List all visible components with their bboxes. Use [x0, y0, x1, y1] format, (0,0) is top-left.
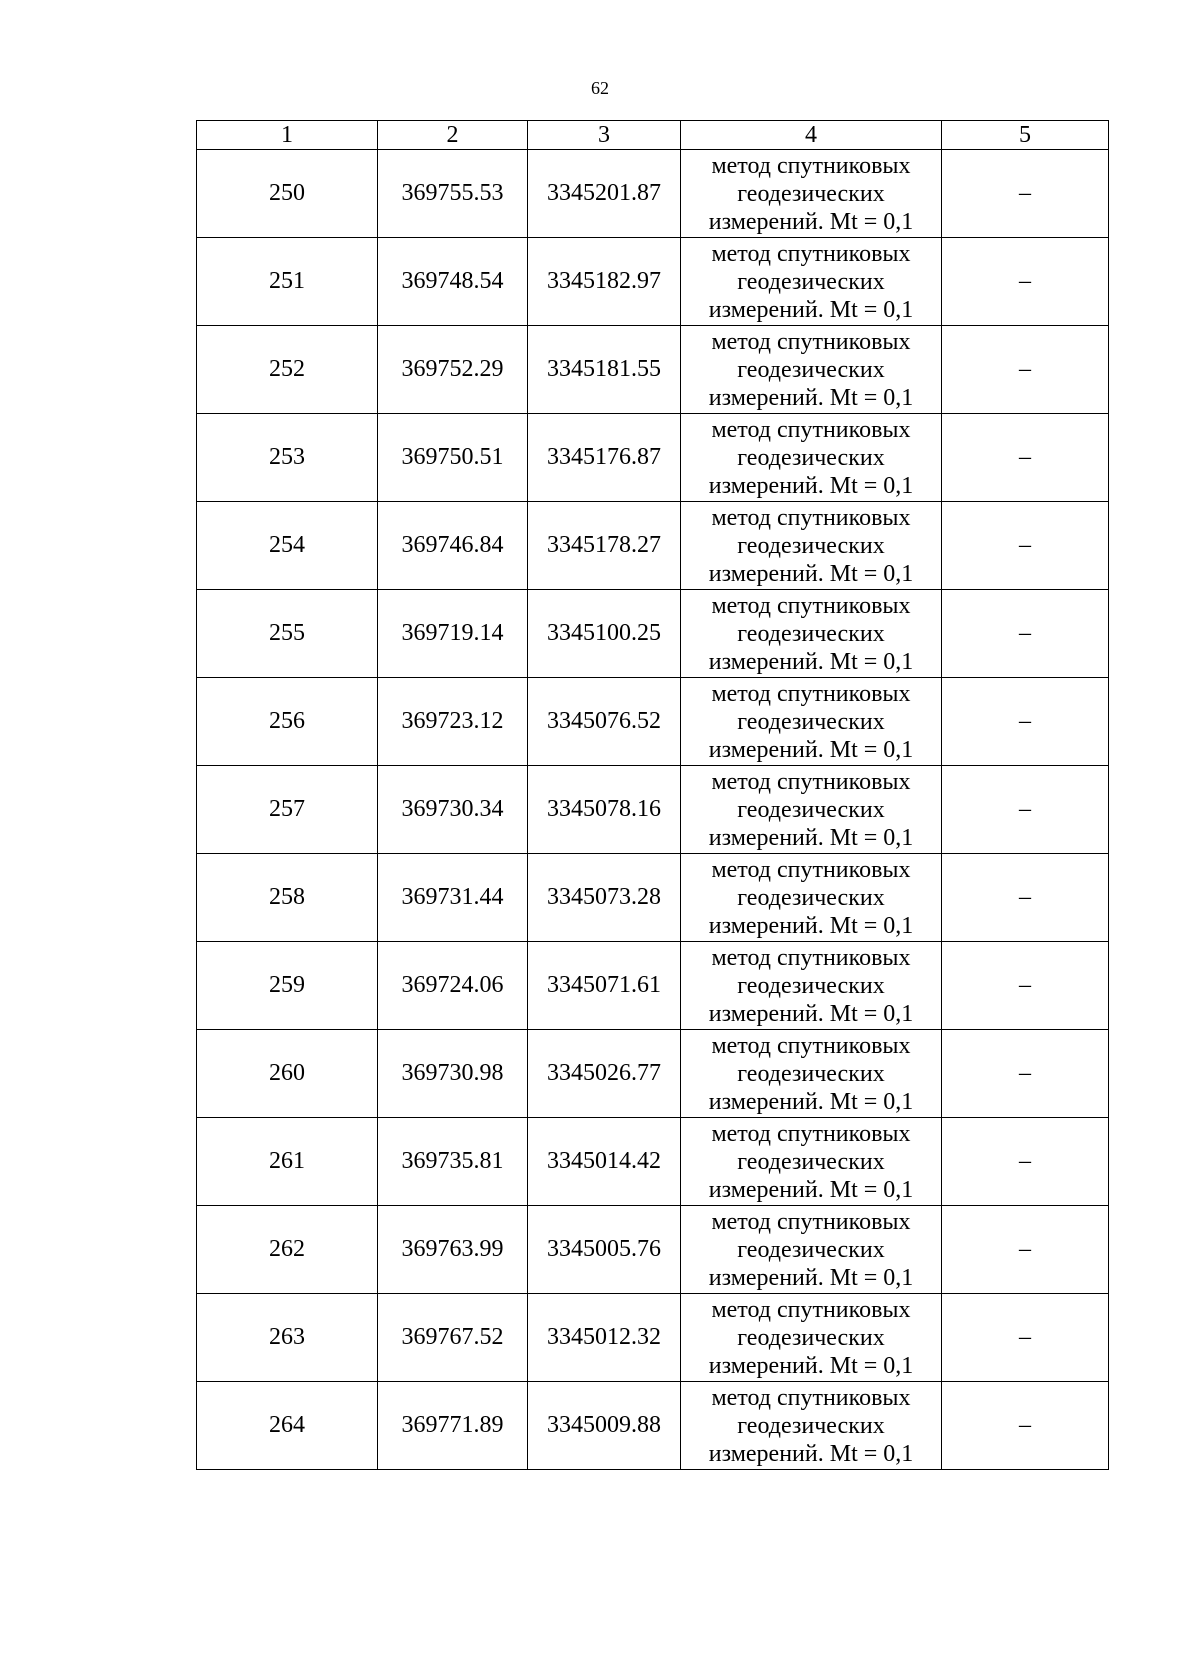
x-coordinate-cell: 369763.99: [378, 1206, 528, 1294]
table-row: [197, 1118, 1109, 1206]
column-5-cell: –: [942, 150, 1109, 238]
method-line: метод спутниковых: [711, 240, 911, 267]
point-number-cell: 257: [197, 766, 378, 854]
x-coordinate-cell: 369750.51: [378, 414, 528, 502]
column-5-cell: –: [942, 1382, 1109, 1470]
point-number-cell: 264: [197, 1382, 378, 1470]
point-number-cell: 251: [197, 238, 378, 326]
y-coordinate-cell: 3345014.42: [528, 1118, 681, 1206]
x-coordinate-cell: 369767.52: [378, 1294, 528, 1382]
point-number-cell: 263: [197, 1294, 378, 1382]
method-cell: [681, 1294, 942, 1382]
column-5-cell: –: [942, 1206, 1109, 1294]
method-line: метод спутниковых: [711, 1032, 911, 1059]
table-row: [197, 590, 1109, 678]
table-row: [197, 502, 1109, 590]
method-line: геодезических: [737, 1236, 885, 1263]
x-coordinate-cell: 369724.06: [378, 942, 528, 1030]
method-line: измерений. Mt = 0,1: [708, 472, 914, 499]
method-cell: [681, 1206, 942, 1294]
column-5-cell: –: [942, 238, 1109, 326]
method-cell: [681, 942, 942, 1030]
method-cell: [681, 678, 942, 766]
method-line: геодезических: [737, 532, 885, 559]
point-number-cell: 253: [197, 414, 378, 502]
method-line: измерений. Mt = 0,1: [708, 1176, 914, 1203]
table-row: [197, 1206, 1109, 1294]
method-line: геодезических: [737, 1412, 885, 1439]
point-number-cell: 262: [197, 1206, 378, 1294]
point-number-cell: 252: [197, 326, 378, 414]
method-line: геодезических: [737, 1324, 885, 1351]
table-row: [197, 1382, 1109, 1470]
header-cell-3: 3: [528, 121, 681, 150]
table-row: [197, 766, 1109, 854]
method-line: геодезических: [737, 268, 885, 295]
method-line: метод спутниковых: [711, 944, 911, 971]
method-cell: [681, 1030, 942, 1118]
y-coordinate-cell: 3345076.52: [528, 678, 681, 766]
method-line: измерений. Mt = 0,1: [708, 1088, 914, 1115]
method-line: измерений. Mt = 0,1: [708, 384, 914, 411]
method-line: метод спутниковых: [711, 1208, 911, 1235]
method-cell: [681, 590, 942, 678]
method-cell: [681, 150, 942, 238]
header-cell-2: 2: [378, 121, 528, 150]
method-line: измерений. Mt = 0,1: [708, 208, 914, 235]
y-coordinate-cell: 3345182.97: [528, 238, 681, 326]
y-coordinate-cell: 3345201.87: [528, 150, 681, 238]
method-line: метод спутниковых: [711, 592, 911, 619]
method-line: геодезических: [737, 708, 885, 735]
y-coordinate-cell: 3345012.32: [528, 1294, 681, 1382]
column-5-cell: –: [942, 1030, 1109, 1118]
y-coordinate-cell: 3345009.88: [528, 1382, 681, 1470]
y-coordinate-cell: 3345176.87: [528, 414, 681, 502]
method-line: геодезических: [737, 972, 885, 999]
method-line: геодезических: [737, 884, 885, 911]
method-line: метод спутниковых: [711, 856, 911, 883]
table-row: [197, 854, 1109, 942]
point-number-cell: 259: [197, 942, 378, 1030]
method-cell: [681, 326, 942, 414]
table-row: [197, 326, 1109, 414]
method-line: измерений. Mt = 0,1: [708, 736, 914, 763]
header-cell-4: 4: [681, 121, 942, 150]
method-line: метод спутниковых: [711, 680, 911, 707]
method-line: измерений. Mt = 0,1: [708, 560, 914, 587]
y-coordinate-cell: 3345181.55: [528, 326, 681, 414]
point-number-cell: 250: [197, 150, 378, 238]
method-line: измерений. Mt = 0,1: [708, 912, 914, 939]
table-row: [197, 238, 1109, 326]
table-row: [197, 1294, 1109, 1382]
method-line: геодезических: [737, 356, 885, 383]
x-coordinate-cell: 369730.98: [378, 1030, 528, 1118]
method-cell: [681, 1382, 942, 1470]
method-cell: [681, 1118, 942, 1206]
method-line: метод спутниковых: [711, 1384, 911, 1411]
method-line: измерений. Mt = 0,1: [708, 824, 914, 851]
column-5-cell: –: [942, 502, 1109, 590]
method-line: метод спутниковых: [711, 328, 911, 355]
point-number-cell: 258: [197, 854, 378, 942]
page-number: 62: [591, 78, 609, 98]
point-number-cell: 260: [197, 1030, 378, 1118]
table-row: [197, 1030, 1109, 1118]
point-number-cell: 256: [197, 678, 378, 766]
point-number-cell: 255: [197, 590, 378, 678]
method-line: измерений. Mt = 0,1: [708, 296, 914, 323]
y-coordinate-cell: 3345073.28: [528, 854, 681, 942]
method-line: геодезических: [737, 444, 885, 471]
point-number-cell: 261: [197, 1118, 378, 1206]
x-coordinate-cell: 369746.84: [378, 502, 528, 590]
method-line: измерений. Mt = 0,1: [708, 1000, 914, 1027]
coordinates-table: [196, 120, 1109, 1470]
method-line: метод спутниковых: [711, 504, 911, 531]
method-cell: [681, 502, 942, 590]
column-5-cell: –: [942, 1118, 1109, 1206]
method-line: метод спутниковых: [711, 1296, 911, 1323]
method-line: измерений. Mt = 0,1: [708, 1352, 914, 1379]
x-coordinate-cell: 369771.89: [378, 1382, 528, 1470]
column-5-cell: –: [942, 590, 1109, 678]
method-cell: [681, 238, 942, 326]
method-line: геодезических: [737, 180, 885, 207]
y-coordinate-cell: 3345078.16: [528, 766, 681, 854]
x-coordinate-cell: 369730.34: [378, 766, 528, 854]
column-5-cell: –: [942, 766, 1109, 854]
table-row: [197, 150, 1109, 238]
method-line: геодезических: [737, 796, 885, 823]
y-coordinate-cell: 3345071.61: [528, 942, 681, 1030]
header-cell-1: 1: [197, 121, 378, 150]
y-coordinate-cell: 3345026.77: [528, 1030, 681, 1118]
y-coordinate-cell: 3345100.25: [528, 590, 681, 678]
method-cell: [681, 766, 942, 854]
table-row: [197, 942, 1109, 1030]
x-coordinate-cell: 369719.14: [378, 590, 528, 678]
column-5-cell: –: [942, 678, 1109, 766]
column-5-cell: –: [942, 854, 1109, 942]
y-coordinate-cell: 3345005.76: [528, 1206, 681, 1294]
method-line: метод спутниковых: [711, 1120, 911, 1147]
method-cell: [681, 854, 942, 942]
table-row: [197, 414, 1109, 502]
x-coordinate-cell: 369748.54: [378, 238, 528, 326]
y-coordinate-cell: 3345178.27: [528, 502, 681, 590]
x-coordinate-cell: 369735.81: [378, 1118, 528, 1206]
method-line: измерений. Mt = 0,1: [708, 1264, 914, 1291]
x-coordinate-cell: 369723.12: [378, 678, 528, 766]
header-cell-5: 5: [942, 121, 1109, 150]
method-line: геодезических: [737, 1060, 885, 1087]
method-line: геодезических: [737, 1148, 885, 1175]
method-line: измерений. Mt = 0,1: [708, 648, 914, 675]
x-coordinate-cell: 369755.53: [378, 150, 528, 238]
method-cell: [681, 414, 942, 502]
table-row: [197, 678, 1109, 766]
column-5-cell: –: [942, 414, 1109, 502]
method-line: метод спутниковых: [711, 416, 911, 443]
method-line: геодезических: [737, 620, 885, 647]
point-number-cell: 254: [197, 502, 378, 590]
table-header-row: [197, 121, 1109, 150]
x-coordinate-cell: 369731.44: [378, 854, 528, 942]
x-coordinate-cell: 369752.29: [378, 326, 528, 414]
column-5-cell: –: [942, 326, 1109, 414]
column-5-cell: –: [942, 1294, 1109, 1382]
method-line: метод спутниковых: [711, 768, 911, 795]
method-line: метод спутниковых: [711, 152, 911, 179]
column-5-cell: –: [942, 942, 1109, 1030]
method-line: измерений. Mt = 0,1: [708, 1440, 914, 1467]
